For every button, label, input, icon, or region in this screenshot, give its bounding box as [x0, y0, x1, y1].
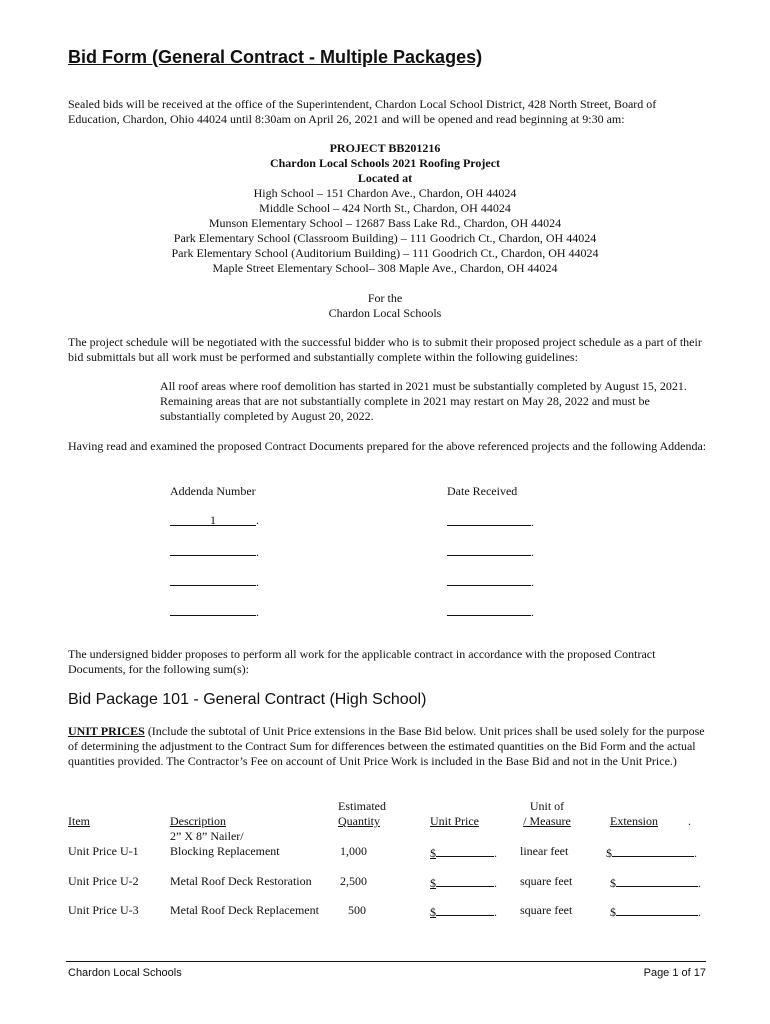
dollar-sign: $: [430, 846, 436, 860]
table-row-description: Metal Roof Deck Restoration: [170, 874, 312, 888]
item-header: Item: [68, 814, 90, 828]
unit-price-blank: [436, 903, 494, 916]
table-row-quantity: 500: [348, 903, 366, 917]
for-the-label: For the: [367, 291, 403, 305]
extension-header: [610, 814, 691, 829]
extension-blank: [616, 874, 698, 887]
addenda-number-value: [170, 543, 256, 556]
field-terminator: .: [256, 545, 259, 559]
description-line2: Blocking Replacement: [170, 844, 280, 858]
date-received-value: [447, 603, 531, 616]
field-terminator: .: [694, 846, 697, 860]
quantity-header-line1: Estimated: [338, 799, 386, 813]
unit-price-field[interactable]: [430, 903, 497, 920]
table-row-unit: linear feet: [520, 844, 569, 858]
unit-price-header: Unit Price: [430, 814, 479, 828]
footer-divider: [66, 961, 706, 962]
date-received-field[interactable]: [447, 573, 534, 590]
table-row-unit: square feet: [520, 874, 573, 888]
project-name: Chardon Local Schools 2021 Roofing Project: [269, 156, 501, 170]
addenda-number-field[interactable]: [170, 603, 259, 620]
dollar-sign: $: [610, 876, 616, 890]
addenda-number-value: 1: [170, 513, 256, 526]
owner-name: Chardon Local Schools: [328, 306, 442, 320]
table-row-quantity: 1,000: [340, 844, 367, 858]
description-header: Description: [170, 814, 226, 828]
table-row-item: Unit Price U-3: [68, 903, 139, 917]
addenda-number-field[interactable]: [170, 513, 259, 528]
quantity-header-line2: Quantity: [338, 814, 380, 828]
unit-measure-header-line2: / Measure: [523, 814, 571, 828]
location-item: Park Elementary School (Classroom Building) – 111 Goodrich Ct., Chardon, OH 44024: [173, 231, 597, 245]
field-terminator: .: [256, 575, 259, 589]
project-number: PROJECT BB201216: [329, 141, 441, 155]
unit-measure-header: [518, 799, 576, 829]
field-terminator: .: [256, 513, 259, 527]
located-at-label: Located at: [357, 171, 413, 185]
dollar-sign: $: [430, 905, 436, 919]
field-terminator: .: [256, 605, 259, 619]
extension-field[interactable]: [610, 903, 701, 920]
unit-price-blank: [436, 844, 494, 857]
location-item: Park Elementary School (Auditorium Building) – 111 Goodrich Ct., Chardon, OH 44024: [171, 246, 599, 260]
field-terminator: .: [531, 515, 534, 529]
proposal-paragraph: The undersigned bidder proposes to perform all work for the applicable contract in accordance with the proposed Contract Documents, for the following sum(s):: [68, 647, 656, 676]
table-row-item: Unit Price U-1: [68, 844, 139, 858]
field-terminator: .: [494, 876, 497, 890]
unit-prices-label: UNIT PRICES: [68, 724, 145, 738]
extension-blank: [612, 844, 694, 857]
addenda-intro: Having read and examined the proposed Contract Documents prepared for the above referenced projects and the following Addenda:: [68, 439, 707, 453]
addenda-number-value: [170, 603, 256, 616]
unit-price-field[interactable]: [430, 844, 497, 861]
date-received-value: [447, 543, 531, 556]
unit-measure-header-line1: Unit of: [529, 799, 565, 813]
package-heading: Bid Package 101 - General Contract (High School): [68, 691, 427, 708]
field-terminator: .: [494, 905, 497, 919]
field-terminator: .: [531, 545, 534, 559]
date-received-field[interactable]: [447, 603, 534, 620]
unit-prices-text: (Include the subtotal of Unit Price extensions in the Base Bid below. Unit prices shall be used solely for the purpose of determining the adjustment to the Contract Sum for differences between the estimated quantities on the Bid Form and the actual quantities provided. The Contractor’s Fee on account of Unit Price Work is included in the Base Bid and not in the Unit Price.): [68, 724, 705, 768]
table-row-unit: square feet: [520, 903, 573, 917]
date-received-field[interactable]: [447, 543, 534, 560]
unit-prices-paragraph: [68, 724, 708, 769]
table-row-description: [170, 829, 280, 859]
extension-header-label: Extension: [610, 814, 658, 828]
unit-price-field[interactable]: [430, 874, 497, 891]
field-terminator: .: [688, 814, 691, 828]
schedule-paragraph: The project schedule will be negotiated with the successful bidder who is to submit their proposed project schedule as a part of their bid submittals but all work must be performed and substantially complete within the following guidelines:: [68, 335, 702, 364]
guideline-paragraph: All roof areas where roof demolition has started in 2021 must be substantially completed by August 15, 2021. Remaining areas that are not substantially complete in 2021 may restart on May 28, 2022 and must be substantially completed by August 20, 2022.: [160, 379, 687, 423]
location-item: Munson Elementary School – 12687 Bass Lake Rd., Chardon, OH 44024: [208, 216, 562, 230]
date-received-field[interactable]: [447, 513, 534, 530]
field-terminator: .: [698, 876, 701, 890]
footer-left: Chardon Local Schools: [68, 967, 182, 979]
date-received-value: [447, 513, 531, 526]
location-item: High School – 151 Chardon Ave., Chardon, OH 44024: [253, 186, 517, 200]
table-row-quantity: 2,500: [340, 874, 367, 888]
addenda-number-value: [170, 573, 256, 586]
quantity-header: [338, 799, 386, 829]
extension-field[interactable]: [606, 844, 697, 861]
field-terminator: .: [531, 575, 534, 589]
dollar-sign: $: [430, 876, 436, 890]
project-header: [68, 141, 702, 276]
addenda-number-field[interactable]: [170, 573, 259, 590]
description-line1: 2” X 8” Nailer/: [170, 829, 244, 843]
addenda-number-field[interactable]: [170, 543, 259, 560]
page-number: Page 1 of 17: [643, 967, 706, 979]
dollar-sign: $: [606, 846, 612, 860]
date-received-value: [447, 573, 531, 586]
addenda-number-header: Addenda Number: [170, 484, 256, 498]
page-title: Bid Form (General Contract - Multiple Packages): [68, 47, 483, 67]
owner-block: [68, 291, 702, 321]
field-terminator: .: [531, 605, 534, 619]
table-row-item: Unit Price U-2: [68, 874, 139, 888]
date-received-header: Date Received: [447, 484, 518, 498]
location-item: Maple Street Elementary School– 308 Maple Ave., Chardon, OH 44024: [212, 261, 558, 275]
dollar-sign: $: [610, 905, 616, 919]
extension-field[interactable]: [610, 874, 701, 891]
unit-price-blank: [436, 874, 494, 887]
extension-blank: [616, 903, 698, 916]
field-terminator: .: [494, 846, 497, 860]
location-item: Middle School – 424 North St., Chardon, OH 44024: [259, 201, 511, 215]
intro-paragraph: Sealed bids will be received at the office of the Superintendent, Chardon Local School District, 428 North Street, Board of Education, Chardon, Ohio 44024 until 8:30am on April 26, 2021 and will be opened and read beginning at 9:30 am:: [68, 97, 657, 126]
field-terminator: .: [698, 905, 701, 919]
table-row-description: Metal Roof Deck Replacement: [170, 903, 319, 917]
